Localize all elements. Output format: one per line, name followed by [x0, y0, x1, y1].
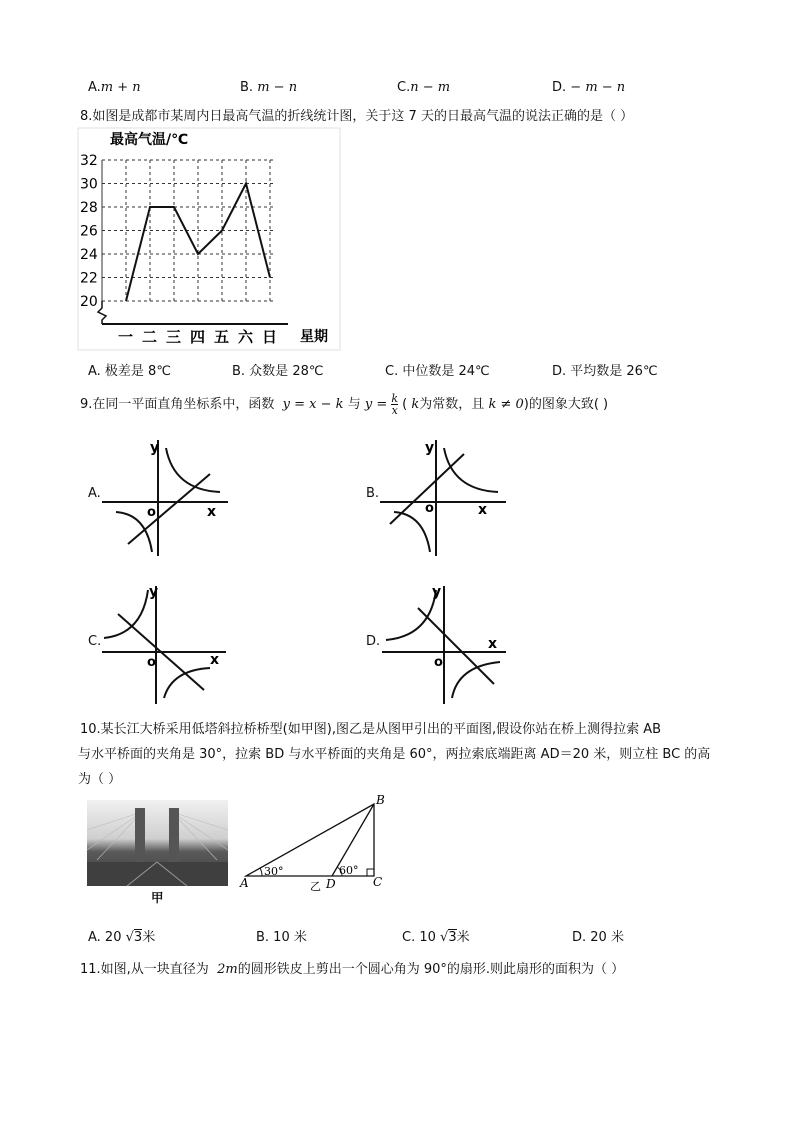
y-tick-label: 28 [80, 200, 98, 216]
q11-text-post: 的圆形铁皮上剪出一个圆心角为 90°的扇形.则此扇形的面积为（ ） [237, 962, 625, 977]
triangle-diagram [236, 794, 396, 894]
x-axis-label: x [488, 636, 498, 652]
y-tick-label: 20 [80, 294, 98, 310]
fraction-numerator: k [391, 392, 399, 405]
chart-ylabel: 最高气温/℃ [110, 132, 189, 148]
sqrt-symbol: √ [440, 930, 449, 945]
x-axis-label: x [207, 504, 217, 520]
radicand: 3 [448, 930, 457, 945]
y-tick-label: 30 [80, 176, 98, 193]
q9-option-d-label[interactable]: D. [366, 634, 381, 649]
q9-option-a-label[interactable]: A. [88, 486, 101, 501]
y-tick-label: 26 [80, 223, 98, 240]
q9-function-1: y = x − k [282, 397, 344, 412]
x-tick-label: 四 [190, 328, 206, 346]
option-letter: B. [240, 80, 254, 95]
q11-text-pre: 11.如图,从一块直径为 [80, 962, 209, 977]
x-axis-label: x [210, 652, 220, 668]
unit: 米 [142, 930, 156, 945]
q7-option-b[interactable] [240, 80, 297, 95]
q9-stem-text: 9.在同一平面直角坐标系中，函数 [80, 397, 275, 412]
q9-note: 为常数，且 [419, 397, 485, 412]
diagram-caption: 乙 [310, 880, 321, 893]
chart-xlabel: 星期 [300, 329, 328, 345]
temperature-line-chart [78, 128, 340, 350]
q9-paren: ( [402, 397, 408, 412]
q11-diameter: 2m [217, 962, 238, 977]
q9-graph-b[interactable] [378, 432, 518, 557]
x-tick-label: 五 [214, 328, 230, 346]
y-tick-label: 24 [80, 247, 98, 263]
y-axis-label: y [150, 440, 160, 456]
q10-stem-line3: 为（ ） [78, 772, 122, 787]
q10-option-a[interactable] [88, 926, 155, 945]
option-letter: C. 10 [402, 930, 436, 945]
point-c-label: C [373, 875, 383, 889]
bridge-photo [87, 800, 228, 886]
x-tick-label: 三 [166, 328, 182, 346]
y-axis-label: y [432, 584, 442, 600]
q9-tail: )的图象大致( ) [523, 397, 609, 412]
q10-option-d[interactable]: D. 20 米 [572, 930, 624, 945]
q8-option-b[interactable]: B. 众数是 28℃ [232, 364, 324, 379]
origin-label: o [147, 655, 156, 670]
option-letter: A. [88, 80, 101, 95]
option-expr: m + n [100, 80, 141, 95]
q9-connector: 与 [347, 397, 361, 412]
y-tick-label: 32 [80, 153, 98, 169]
angle-30-label: 30° [264, 865, 284, 878]
q7-option-a[interactable] [88, 80, 141, 95]
q8-option-c[interactable]: C. 中位数是 24℃ [385, 364, 490, 379]
point-d-label: D [326, 877, 336, 891]
origin-label: o [147, 505, 156, 520]
option-letter: C. [397, 80, 411, 95]
q8-option-d[interactable]: D. 平均数是 26℃ [552, 364, 658, 379]
q9-stem [80, 393, 608, 416]
q9-graph-a[interactable] [100, 432, 240, 557]
q9-function-2-lhs: y = [364, 397, 388, 412]
q9-option-b-label[interactable]: B. [366, 486, 380, 501]
option-expr: − m − n [570, 80, 626, 95]
option-letter: A. 20 [88, 930, 122, 945]
unit: 米 [456, 930, 470, 945]
option-expr: m − n [257, 80, 298, 95]
origin-label: o [434, 655, 443, 670]
q9-graph-c[interactable] [100, 580, 240, 705]
angle-60-label: 60° [339, 864, 359, 877]
option-letter: D. [552, 80, 567, 95]
q7-option-d[interactable] [552, 80, 625, 95]
x-axis-label: x [478, 502, 488, 518]
q10-stem-line1: 10.某长江大桥采用低塔斜拉桥桥型(如甲图),图乙是从图甲引出的平面图,假设你站在桥上测得拉索 AB [80, 722, 662, 737]
q10-option-b[interactable]: B. 10 米 [256, 930, 307, 945]
x-tick-label: 日 [262, 328, 278, 346]
x-tick-label: 一 [118, 328, 134, 346]
q9-k: k [411, 397, 420, 412]
x-tick-label: 二 [142, 328, 158, 346]
q7-option-c[interactable] [397, 80, 450, 95]
q10-stem-line2: 与水平桥面的夹角是 30°，拉索 BD 与水平桥面的夹角是 60°，两拉索底端距离 AD＝20 米，则立柱 BC 的高 [78, 747, 711, 762]
radicand: 3 [133, 930, 143, 945]
q8-option-a[interactable]: A. 极差是 8℃ [88, 364, 171, 379]
photo-caption: 甲 [151, 890, 164, 905]
sqrt-symbol: √ [125, 930, 134, 945]
q11-stem [80, 958, 624, 977]
y-tick-label: 22 [80, 270, 98, 287]
q8-stem: 8.如图是成都市某周内日最高气温的折线统计图，关于这 7 天的日最高气温的说法正确的是（ ） [80, 109, 634, 124]
origin-label: o [425, 501, 434, 516]
q9-option-c-label[interactable]: C. [88, 634, 102, 649]
y-axis-label: y [149, 584, 159, 600]
fraction-denominator: x [391, 404, 398, 417]
y-axis-label: y [425, 440, 435, 456]
point-b-label: B [376, 793, 385, 807]
q9-condition: k ≠ 0 [488, 397, 524, 412]
q9-fraction [391, 393, 398, 416]
option-expr: n − m [410, 80, 451, 95]
point-a-label: A [240, 876, 249, 890]
x-tick-label: 六 [238, 328, 254, 346]
q9-graph-d[interactable] [380, 580, 520, 705]
q10-option-c[interactable] [402, 926, 470, 945]
